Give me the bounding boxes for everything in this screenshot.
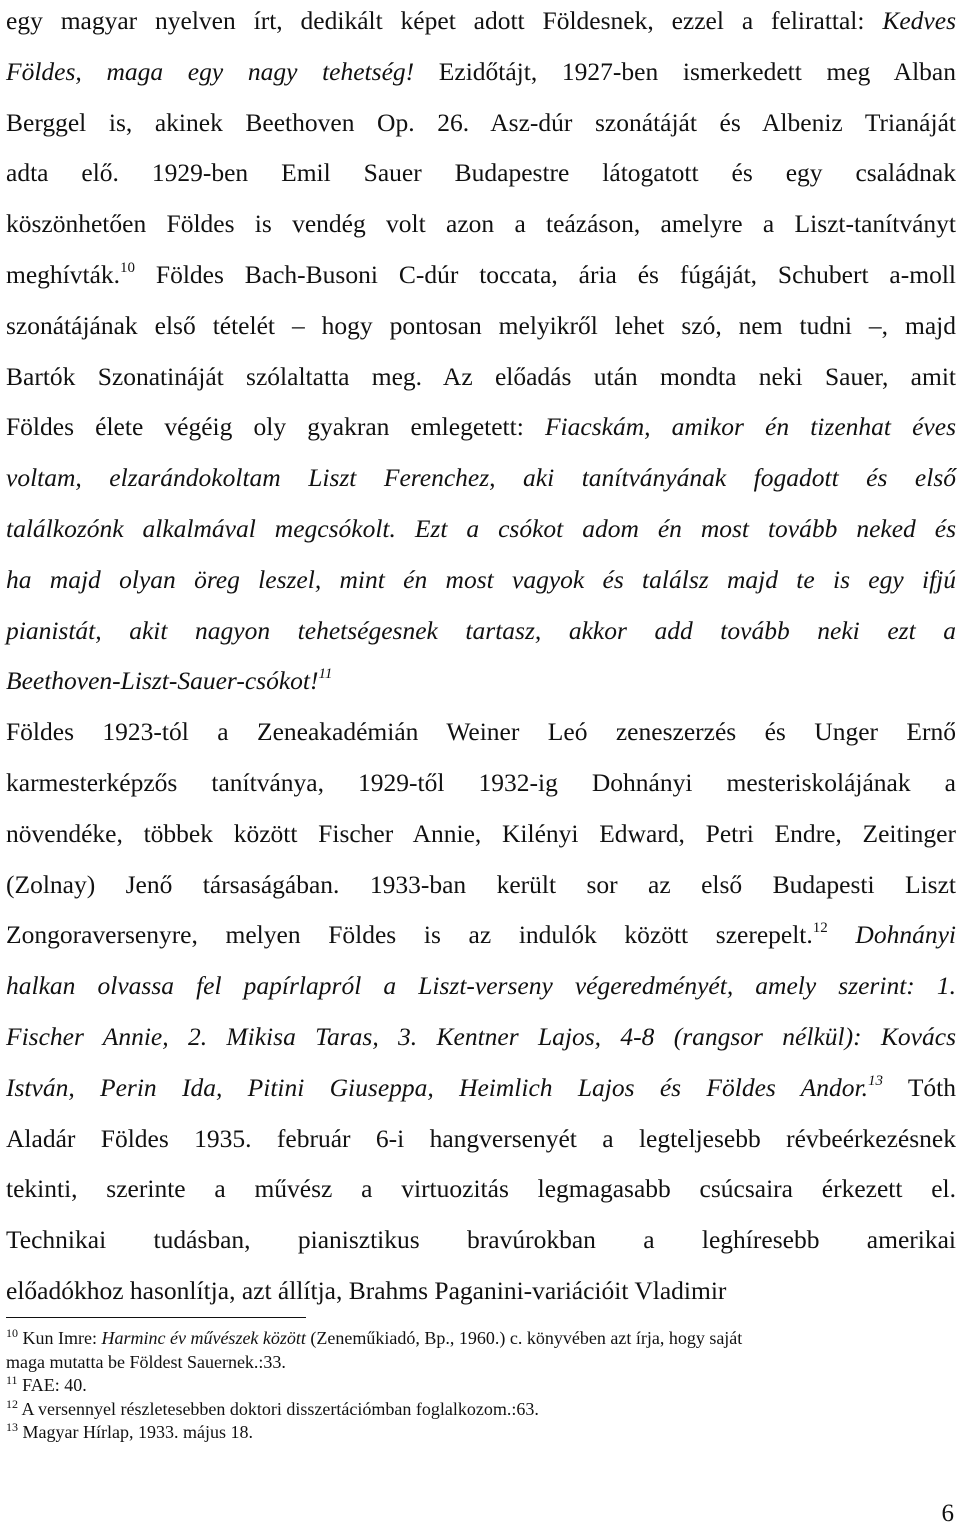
text-run: köszönhetően Földes is vendég volt azon a teázáson, amelyre a Liszt-tanítványt — [6, 209, 956, 239]
italic-text: István, Perin Ida, Pitini Giuseppa, Heimlich Lajos és Földes Andor. — [6, 1072, 868, 1102]
text-run: növendéke, többek között Fischer Annie, Kilényi Edward, Petri Endre, Zeitinger — [6, 818, 956, 848]
italic-text: Fiacskám, amikor én tizenhat éves — [544, 412, 956, 442]
text-line — [6, 656, 956, 707]
footnote-separator — [6, 1317, 306, 1318]
text-line — [6, 250, 956, 301]
text-line — [6, 0, 956, 47]
text-line — [6, 504, 956, 555]
text-run: egy magyar nyelven írt, dedikált képet adott Földesnek, ezzel a felirattal: — [6, 6, 883, 35]
text-line — [6, 910, 956, 961]
italic-text: Kedves — [882, 6, 956, 35]
text-run: (Zolnay) Jenő társaságában. 1933-ban került sor az első Budapesti Liszt — [6, 869, 956, 899]
text-line — [6, 1012, 956, 1063]
page-number: 6 — [941, 1500, 954, 1527]
text-line — [6, 555, 956, 606]
italic-text: halkan olvassa fel papírlapról a Liszt-verseny végeredményét, amely szerint: 1. — [6, 971, 956, 1001]
text-line — [6, 809, 956, 860]
text-line — [6, 1114, 956, 1165]
italic-text: Földes, maga egy nagy tehetség! — [6, 56, 415, 86]
text-run: adta elő. 1929-ben Emil Sauer Budapestre látogatott és egy családnak — [6, 158, 956, 188]
text-line — [6, 1215, 956, 1266]
body-text — [6, 0, 956, 1317]
text-line — [6, 606, 956, 657]
text-run: Technikai tudásban, pianisztikus bravúrokban a leghíresebb amerikai — [6, 1225, 956, 1255]
text-run: Földes Bach-Busoni C-dúr toccata, ária és fúgáját, Schubert a-moll — [135, 259, 956, 289]
text-run — [828, 920, 856, 949]
footnote — [6, 1421, 956, 1445]
text-line — [6, 199, 956, 250]
text-line — [6, 860, 956, 911]
text-run: FAE: 40. — [17, 1375, 87, 1395]
text-run: Berggel is, akinek Beethoven Op. 26. Asz-dúr szonátáját és Albeniz Trianáját — [6, 107, 956, 137]
text-line — [6, 352, 956, 403]
text-run: meghívták. — [6, 259, 121, 289]
text-run: (Zeneműkiadó, Bp., 1960.) c. könyvében azt írja, hogy saját — [305, 1328, 743, 1348]
text-run: tekinti, szerinte a művész a virtuozitás legmagasabb csúcsaira érkezett el. — [6, 1174, 956, 1204]
text-line — [6, 1063, 956, 1114]
text-run: Földes élete végéig oly gyakran emlegetett: — [6, 412, 545, 442]
text-line — [6, 1266, 956, 1317]
text-line — [6, 961, 956, 1012]
footnote-ref: 10 — [120, 259, 136, 276]
italic-text: ha majd olyan öreg leszel, mint én most vagyok és találsz majd te is egy ifjú — [6, 564, 956, 594]
italic-text: Harminc év művészek között — [101, 1328, 306, 1348]
text-run: maga mutatta be Földest Sauernek.:33. — [6, 1351, 286, 1372]
italic-text: Beethoven-Liszt-Sauer-csókot! — [6, 666, 319, 696]
footnote-number: 10 — [6, 1326, 18, 1340]
footnote — [6, 1351, 956, 1375]
footnote — [6, 1398, 956, 1422]
footnote-ref: 11 — [318, 666, 333, 683]
text-run: Zongoraversenyre, melyen Földes is az indulók között szerepelt. — [6, 920, 813, 950]
text-line — [6, 402, 956, 453]
text-run: Bartók Szonatináját szólaltatta meg. Az előadás után mondta neki Sauer, amit — [6, 361, 956, 391]
text-run: A versennyel részletesebben doktori disszertációmban foglalkozom.:63. — [18, 1398, 539, 1419]
text-run: Ezidőtájt, 1927-ben ismerkedett meg Alban — [414, 56, 956, 86]
text-line — [6, 758, 956, 809]
text-line — [6, 707, 956, 758]
text-run: szonátájának első tételét – hogy pontosan melyikről lehet szó, nem tudni –, majd — [6, 310, 956, 340]
footnote — [6, 1327, 956, 1351]
footnote-ref: 13 — [867, 1072, 883, 1089]
text-line — [6, 98, 956, 149]
footnote-ref: 12 — [812, 920, 828, 937]
footnote-number: 12 — [6, 1396, 18, 1411]
italic-text: Fischer Annie, 2. Mikisa Taras, 3. Kentner Lajos, 4-8 (rangsor nélkül): Kovács — [6, 1021, 956, 1051]
text-line — [6, 453, 956, 504]
text-line — [6, 301, 956, 352]
italic-text: találkozónk alkalmával megcsókolt. Ezt a csókot adom én most tovább neked és — [6, 513, 956, 543]
footnote-number: 11 — [6, 1373, 18, 1387]
footnote — [6, 1374, 956, 1398]
italic-text: pianistát, akit nagyon tehetségesnek tartasz, akkor add tovább neki ezt a — [6, 615, 956, 645]
text-run: Aladár Földes 1935. február 6-i hangversenyét a legteljesebb révbeérkezésnek — [6, 1123, 956, 1153]
italic-text: Dohnányi — [855, 920, 956, 950]
text-line — [6, 148, 956, 199]
text-run: Kun Imre: — [18, 1328, 102, 1348]
text-line — [6, 47, 956, 98]
text-run: karmesterképzős tanítványa, 1929-től 1932-ig Dohnányi mesteriskolájának a — [6, 767, 956, 797]
text-run: Tóth — [882, 1072, 957, 1102]
text-run: Magyar Hírlap, 1933. május 18. — [18, 1422, 253, 1442]
text-run: előadókhoz hasonlítja, azt állítja, Brahms Paganini-variációit Vladimir — [6, 1275, 727, 1305]
italic-text: voltam, elzarándokoltam Liszt Ferenchez, aki tanítványának fogadott és első — [6, 463, 956, 493]
footnotes — [6, 1327, 956, 1445]
text-line — [6, 1164, 956, 1215]
text-run: Földes 1923-tól a Zeneakadémián Weiner Leó zeneszerzés és Unger Ernő — [6, 717, 956, 747]
footnote-number: 13 — [6, 1420, 18, 1434]
